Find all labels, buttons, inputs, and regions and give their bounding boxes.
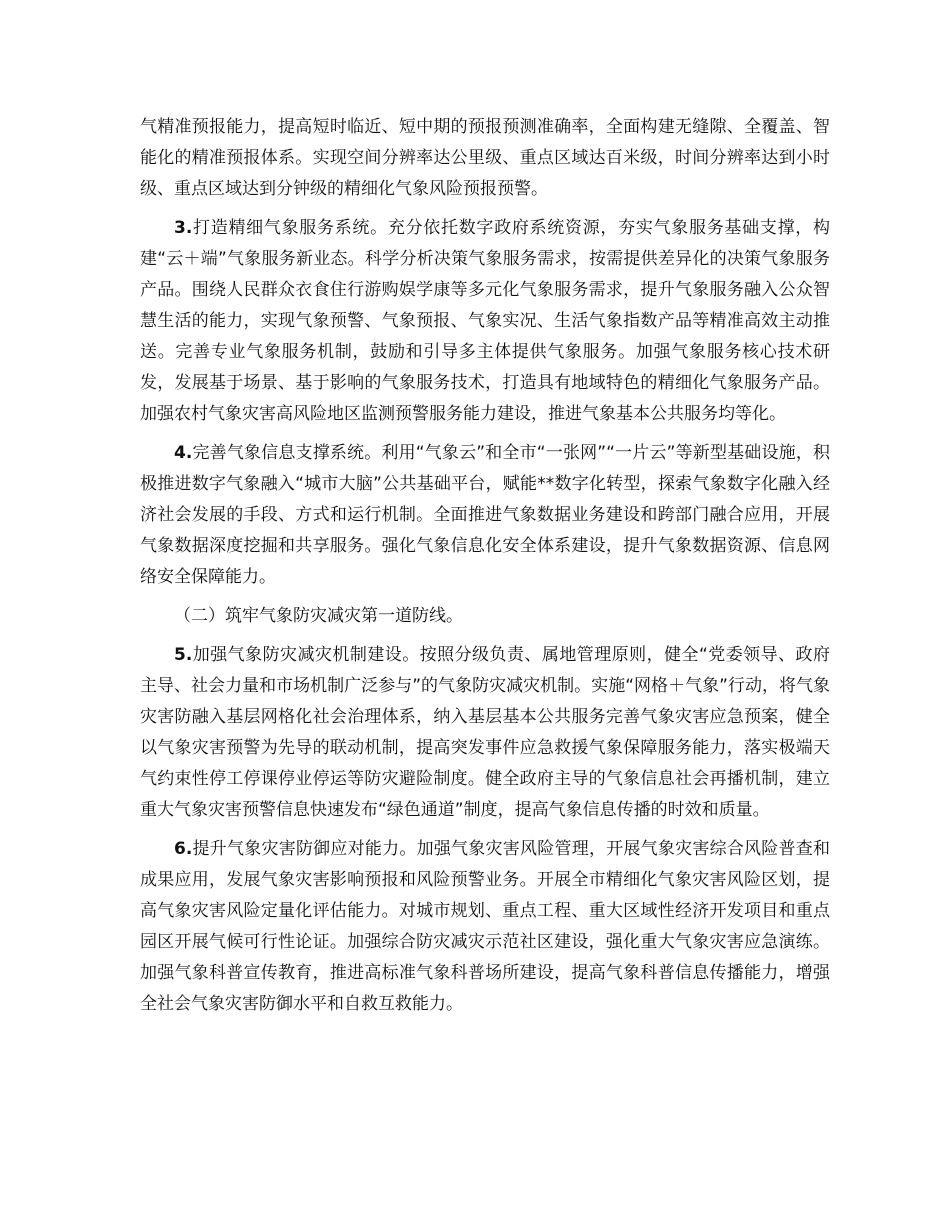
item-number: 6. <box>174 839 193 859</box>
paragraph-item-3 <box>140 213 830 430</box>
paragraph-item-4 <box>140 438 830 593</box>
paragraph-text: 完善气象信息支撑系统。利用“气象云”和全市“一张网”“一片云”等新型基础设施，积极推进数字气象融入“城市大脑”公共基础平台，赋能**数字化转型，探索气象数字化融入经济社会发展的手段、方式和运行机制。全面推进气象数据业务建设和跨部门融合应用，开展气象数据深度挖掘和共享服务。强化气象信息化安全体系建设，提升气象数据资源、信息网络安全保障能力。 <box>140 443 830 587</box>
item-number: 3. <box>174 218 193 238</box>
paragraph-item-6 <box>140 834 830 1020</box>
paragraph-text: 提升气象灾害防御应对能力。加强气象灾害风险管理，开展气象灾害综合风险普查和成果应用，发展气象灾害影响预报和风险预警业务。开展全市精细化气象灾害风险区划，提高气象灾害风险定量化评估能力。对城市规划、重点工程、重大区域性经济开发项目和重点园区开展气候可行性论证。加强综合防灾减灾示范社区建设，强化重大气象灾害应急演练。加强气象科普宣传教育，推进高标准气象科普场所建设，提高气象科普信息传播能力，增强全社会气象灾害防御水平和自救互救能力。 <box>140 839 830 1014</box>
section-heading <box>140 601 830 632</box>
paragraph-item-5 <box>140 640 830 826</box>
section-heading-text: （二）筑牢气象防灾减灾第一道防线。 <box>174 606 463 626</box>
paragraph-continued <box>140 112 830 205</box>
item-number: 4. <box>174 443 193 463</box>
document-page <box>140 112 830 1028</box>
paragraph-text: 加强气象防灾减灾机制建设。按照分级负责、属地管理原则，健全“党委领导、政府主导、社会力量和市场机制广泛参与”的气象防灾减灾机制。实施“网格＋气象”行动，将气象灾害防融入基层网格化社会治理体系，纳入基层基本公共服务完善气象灾害应急预案，健全以气象灾害预警为先导的联动机制，提高突发事件应急救援气象保障服务能力，落实极端天气约束性停工停课停业停运等防灾避险制度。健全政府主导的气象信息社会再播机制，建立重大气象灾害预警信息快速发布“绿色通道”制度，提高气象信息传播的时效和质量。 <box>140 645 830 820</box>
paragraph-text: 气精准预报能力，提高短时临近、短中期的预报预测准确率，全面构建无缝隙、全覆盖、智能化的精准预报体系。实现空间分辨率达公里级、重点区域达百米级，时间分辨率达到小时级、重点区域达到分钟级的精细化气象风险预报预警。 <box>140 117 830 199</box>
paragraph-text: 打造精细气象服务系统。充分依托数字政府系统资源，夯实气象服务基础支撑，构建“云＋端”气象服务新业态。科学分析决策气象服务需求，按需提供差异化的决策气象服务产品。围绕人民群众衣食住行游购娱学康等多元化气象服务需求，提升气象服务融入公众智慧生活的能力，实现气象预警、气象预报、气象实况、生活气象指数产品等精准高效主动推送。完善专业气象服务机制，鼓励和引导多主体提供气象服务。加强气象服务核心技术研发，发展基于场景、基于影响的气象服务技术，打造具有地域特色的精细化气象服务产品。加强农村气象灾害高风险地区监测预警服务能力建设，推进气象基本公共服务均等化。 <box>140 218 830 424</box>
item-number: 5. <box>174 645 193 665</box>
